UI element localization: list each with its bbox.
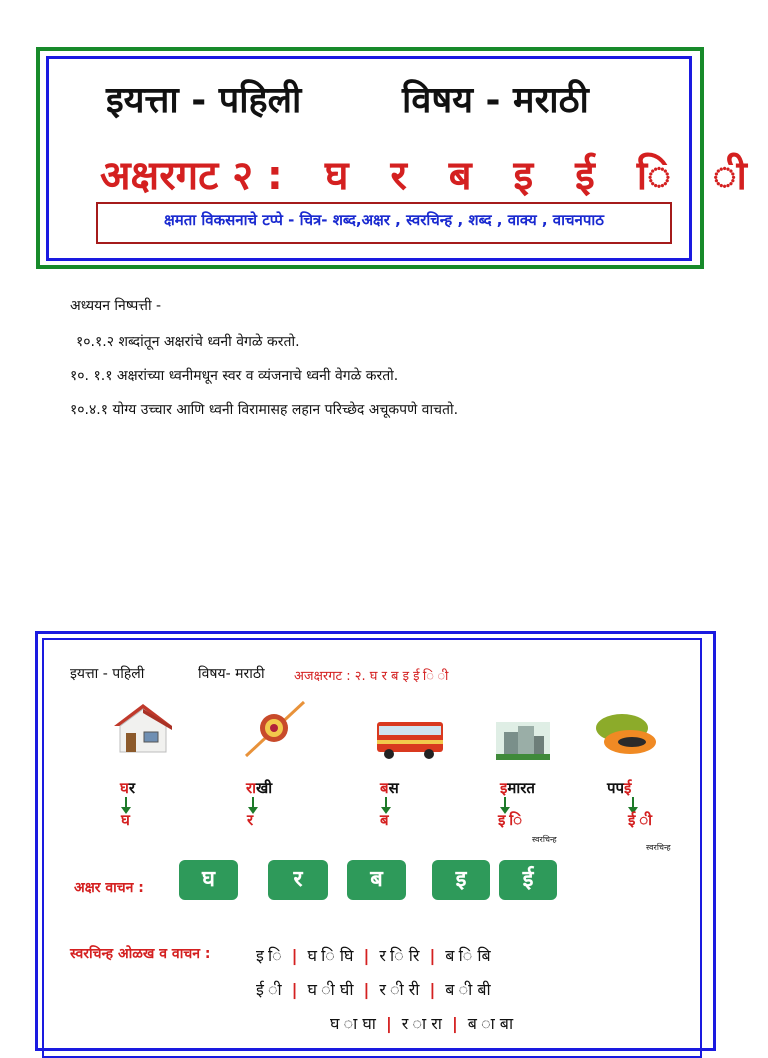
subject-label: विषय - मराठी [402,80,589,121]
bus-icon [375,718,445,764]
matra-label: स्वरचिन्ह ओळख व वाचन : [70,946,211,962]
letter-reading-label: अक्षर वाचन : [74,880,144,896]
matra-row: घ ा घा | र ा रा | ब ा बा [330,1014,514,1033]
vowel-sign-note: स्वरचिन्ह [532,835,557,844]
picture-word: बस [380,779,399,797]
group-letter: र [390,153,407,199]
picture-word: राखी [246,779,273,797]
group-letter: ई [575,153,595,199]
ws-subject-label: विषय- मराठी [198,666,265,682]
outcome-item: १०. १.१ अक्षरांच्या ध्वनीमधून स्वर व व्यंजनाचे ध्वनी वेगळे करतो. [70,368,399,384]
letter-tile: इ [432,860,490,900]
letter-group-title [100,146,747,201]
picture-word: घर [120,779,136,797]
extracted-letter: इ ि [498,811,523,829]
down-arrow-icon [385,797,387,809]
extracted-letter: र [247,811,254,829]
group-letter: इ [513,153,534,199]
group-letter: ी [712,153,747,199]
outcome-item: १०.१.२ शब्दांतून अक्षरांचे ध्वनी वेगळे करतो. [76,334,300,350]
outcomes-title: अध्ययन निष्पत्ती - [70,298,162,314]
ws-class-label: इयत्ता - पहिली [70,666,145,682]
extracted-letter: ब [380,811,389,829]
outcome-item: १०.४.१ योग्य उच्चार आणि ध्वनी विरामासह लहान परिच्छेद अचूकपणे वाचतो. [70,402,459,418]
group-letter: ब [448,153,472,199]
vowel-sign-note: स्वरचिन्ह [646,843,671,852]
house-icon [110,700,176,760]
extracted-letter: घ [121,811,130,829]
papaya-icon [594,710,660,762]
letter-tile: र [268,860,328,900]
letter-tile: घ [179,860,238,900]
down-arrow-icon [125,797,127,809]
down-arrow-icon [632,797,634,809]
letter-tile: ब [347,860,406,900]
rakhi-icon [240,696,310,766]
down-arrow-icon [504,797,506,809]
picture-word: इमारत [500,779,535,797]
building-icon [496,722,550,764]
matra-row: इ ि | घ ि घि | र ि रि | ब ि बि [256,946,491,965]
extracted-letter: ई ी [628,811,653,829]
class-label: इयत्ता - पहिली [106,80,302,121]
down-arrow-icon [252,797,254,809]
letter-group-label: अक्षरगट २ : [100,153,283,199]
stages-text: क्षमता विकसनाचे टप्पे - चित्र- शब्द,अक्षर , स्वरचिन्ह , शब्द , वाक्य , वाचनपाठ [164,211,604,229]
group-letter: ि [636,153,671,199]
picture-word: पपई [607,779,632,797]
letter-tile: ई [499,860,557,900]
group-letter: घ [324,153,349,199]
matra-row: ई ी | घ ी घी | र ी री | ब ी बी [256,980,491,999]
ws-group-label: अजक्षरगट : २. घ र ब इ ई ि ी [294,669,449,684]
